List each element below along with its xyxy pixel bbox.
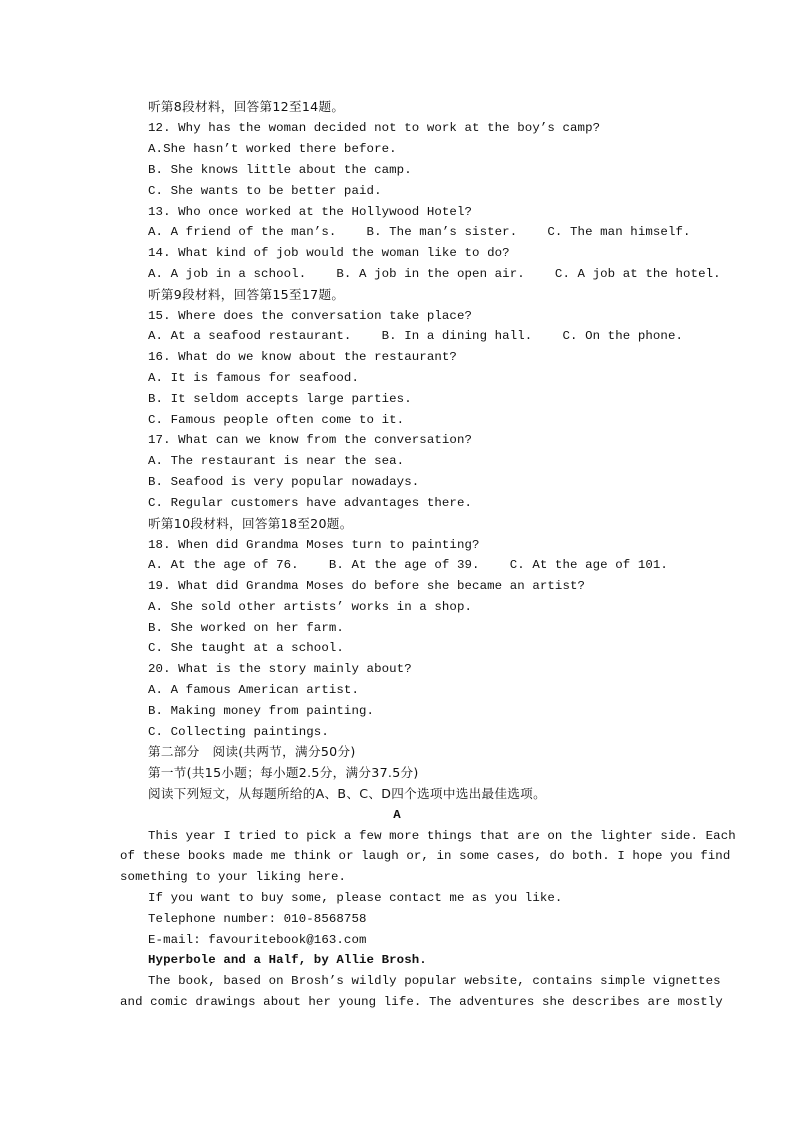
question-20: 20. What is the story mainly about? — [148, 662, 412, 676]
option-text: C. Regular customers have advantages there. — [148, 496, 473, 510]
section-heading: 听第9段材料，回答第15至17题。 — [148, 287, 345, 302]
option-text: B. Seafood is very popular nowadays. — [148, 475, 420, 489]
option-text: C. She taught at a school. — [148, 641, 344, 655]
option-row: A. A friend of the man’s. B. The man’s sister. C. The man himself. — [148, 225, 691, 239]
passage-text: and comic drawings about her young life. The adventures she describes are mostly — [120, 995, 723, 1009]
book-title: Hyperbole and a Half, by Allie Brosh. — [148, 953, 427, 967]
passage-text: If you want to buy some, please contact me as you like. — [148, 891, 563, 905]
passage-text: something to your liking here. — [120, 870, 347, 884]
option-text: B. Making money from painting. — [148, 704, 375, 718]
option-row: A. A job in a school. B. A job in the open air. C. A job at the hotel. — [148, 267, 721, 281]
telephone-number: Telephone number: 010-8568758 — [148, 912, 367, 926]
passage-text: This year I tried to pick a few more things that are on the lighter side. Each — [148, 829, 736, 843]
part-heading: 第二部分 阅读(共两节，满分50分) — [148, 744, 356, 759]
question-18: 18. When did Grandma Moses turn to painting? — [148, 538, 480, 552]
question-15: 15. Where does the conversation take place? — [148, 309, 473, 323]
option-text: C. Famous people often come to it. — [148, 413, 405, 427]
section-heading: 第一节(共15小题；每小题2.5分，满分37.5分) — [148, 765, 419, 780]
question-14: 14. What kind of job would the woman like to do? — [148, 246, 510, 260]
option-text: B. She worked on her farm. — [148, 621, 344, 635]
option-row: A. At a seafood restaurant. B. In a dining hall. C. On the phone. — [148, 329, 684, 343]
option-text: A. It is famous for seafood. — [148, 371, 359, 385]
email-address: E-mail: favouritebook@163.com — [148, 933, 367, 947]
option-text: C. Collecting paintings. — [148, 725, 329, 739]
option-text: B. She knows little about the camp. — [148, 163, 412, 177]
option-text: A. The restaurant is near the sea. — [148, 454, 405, 468]
option-text: A. She sold other artists’ works in a shop. — [148, 600, 473, 614]
instructions: 阅读下列短文，从每题所给的A、B、C、D四个选项中选出最佳选项。 — [148, 786, 546, 801]
section-heading: 听第10段材料，回答第18至20题。 — [148, 516, 353, 531]
question-12: 12. Why has the woman decided not to work at the boy’s camp? — [148, 121, 601, 135]
option-text: C. She wants to be better paid. — [148, 184, 382, 198]
question-17: 17. What can we know from the conversation? — [148, 433, 473, 447]
option-text: A. A famous American artist. — [148, 683, 359, 697]
passage-label: A — [393, 808, 401, 822]
passage-text: The book, based on Brosh’s wildly popular website, contains simple vignettes — [148, 974, 721, 988]
question-16: 16. What do we know about the restaurant? — [148, 350, 457, 364]
passage-text: of these books made me think or laugh or, in some cases, do both. I hope you find — [120, 849, 731, 863]
option-text: A.She hasn’t worked there before. — [148, 142, 397, 156]
section-heading: 听第8段材料，回答第12至14题。 — [148, 99, 345, 114]
option-text: B. It seldom accepts large parties. — [148, 392, 412, 406]
question-13: 13. Who once worked at the Hollywood Hotel? — [148, 205, 473, 219]
option-row: A. At the age of 76. B. At the age of 39. C. At the age of 101. — [148, 558, 668, 572]
question-19: 19. What did Grandma Moses do before she became an artist? — [148, 579, 586, 593]
